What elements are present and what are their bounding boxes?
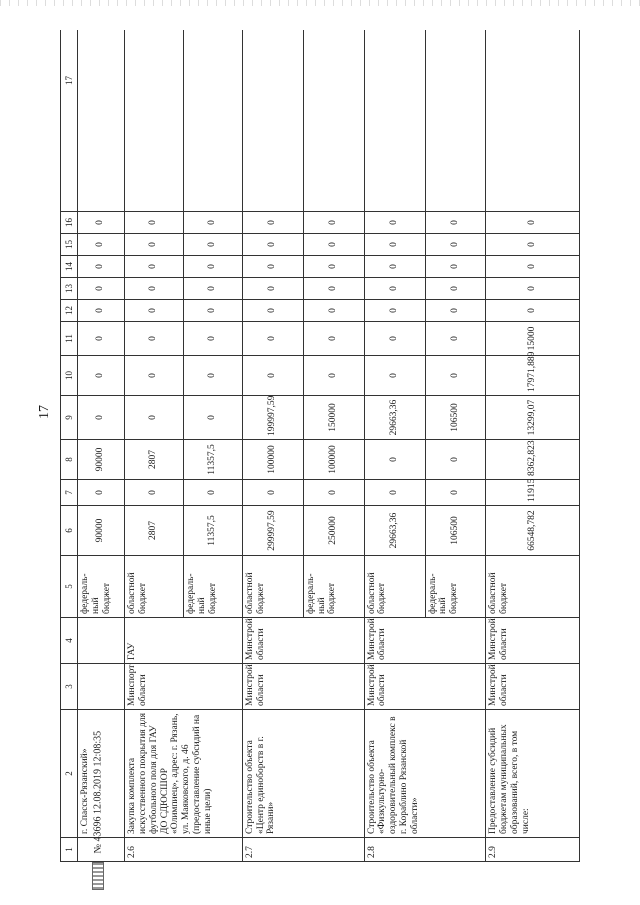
cell-value: 0 (364, 480, 425, 506)
col-header: 1 (61, 838, 78, 862)
cell-value: 0 (303, 278, 364, 300)
cell-value: 0 (242, 256, 303, 278)
cell-value: 2807 (124, 440, 183, 480)
cell-value: 0 (78, 278, 125, 300)
cell-source: федераль- ный бюджет (303, 556, 364, 618)
cell-value: 8362,823 (486, 440, 580, 480)
cell-value: 0 (124, 234, 183, 256)
cell-value: 15000 (486, 322, 580, 356)
cell-value: 0 (303, 300, 364, 322)
cell-value: 0 (486, 212, 580, 234)
cell-value: 0 (124, 256, 183, 278)
cell-responsible: Минспорт области (124, 664, 242, 710)
cell-source: областной бюджет (486, 556, 580, 618)
cell-value: 90000 (78, 506, 125, 556)
cell-value: 0 (183, 396, 242, 440)
cell-value: 0 (425, 322, 486, 356)
cell-number: 2.8 (364, 838, 486, 862)
cell-value: 17971,889 (486, 356, 580, 396)
cell-value: 199997,59 (242, 396, 303, 440)
col-header: 17 (61, 30, 78, 212)
cell-value: 150000 (303, 396, 364, 440)
landscape-content (60, 30, 580, 862)
cell-executor: ГАУ (124, 618, 242, 664)
cell-value: 0 (364, 212, 425, 234)
cell-empty (242, 30, 303, 212)
col-header: 9 (61, 396, 78, 440)
table-row (486, 30, 580, 862)
cell-value: 0 (425, 300, 486, 322)
budget-table (60, 30, 580, 862)
cell-value: 0 (242, 212, 303, 234)
cell-responsible: Минстрой области (486, 664, 580, 710)
cell-value: 0 (78, 300, 125, 322)
cell-value: 0 (242, 322, 303, 356)
cell-value: 0 (425, 278, 486, 300)
cell-value: 0 (242, 278, 303, 300)
cell-value: 0 (486, 278, 580, 300)
cell-value: 0 (183, 234, 242, 256)
cell-empty (425, 30, 486, 212)
cell-value: 0 (425, 356, 486, 396)
cell-name: Строительство объекта «Физкультурно-оздоровительный комплекс в г. Кораблино Рязанской области» (364, 710, 486, 838)
col-header: 4 (61, 618, 78, 664)
cell-responsible: Минстрой области (242, 664, 364, 710)
cell-executor: Минстрой области (242, 618, 364, 664)
cell-number: 2.7 (242, 838, 364, 862)
cell-value: 11357,5 (183, 440, 242, 480)
cell-value: 0 (183, 256, 242, 278)
cell-value: 0 (183, 322, 242, 356)
cell-value: 0 (425, 256, 486, 278)
cell-value: 29663,36 (364, 506, 425, 556)
cell-value: 29663,36 (364, 396, 425, 440)
cell-empty (364, 30, 425, 212)
col-header: 15 (61, 234, 78, 256)
col-header: 11 (61, 322, 78, 356)
page-number: 17 (37, 405, 52, 419)
cell-value: 0 (78, 212, 125, 234)
cell-executor: Минстрой области (364, 618, 486, 664)
cell-value: 0 (364, 322, 425, 356)
cell-value: 299997,59 (242, 506, 303, 556)
cell-value: 0 (425, 440, 486, 480)
cell-value: 0 (124, 396, 183, 440)
table-row (364, 30, 425, 862)
cell-value: 100000 (303, 440, 364, 480)
cell-value: 0 (78, 356, 125, 396)
col-header: 7 (61, 480, 78, 506)
col-header: 10 (61, 356, 78, 396)
col-header: 8 (61, 440, 78, 480)
cell-value: 11915 (486, 480, 580, 506)
cell-empty (78, 30, 125, 212)
footer-registration-text: № 43696 12.08.2019 12:08:35 (92, 730, 104, 854)
cell-value: 0 (364, 278, 425, 300)
cell-value: 0 (303, 234, 364, 256)
col-header: 2 (61, 710, 78, 838)
cell-value: 0 (124, 300, 183, 322)
cell-value: 0 (242, 480, 303, 506)
cell-value: 0 (78, 480, 125, 506)
cell-source: областной бюджет (124, 556, 183, 618)
cell-source: областной бюджет (242, 556, 303, 618)
cell-value: 0 (486, 300, 580, 322)
cell-value: 0 (425, 234, 486, 256)
cell-value: 0 (242, 356, 303, 396)
cell-value: 11357,5 (183, 506, 242, 556)
cell-value: 0 (183, 356, 242, 396)
cell-value: 106500 (425, 396, 486, 440)
cell-source: федераль- ный бюджет (425, 556, 486, 618)
cell-value: 0 (486, 256, 580, 278)
cell-value: 100000 (242, 440, 303, 480)
table-row (242, 30, 303, 862)
document-footer (92, 731, 104, 890)
cell-value: 0 (364, 300, 425, 322)
cell-value: 0 (364, 256, 425, 278)
cell-name: Закупка комплекта искусственного покрытия для футбольного поля для ГАУ ДО СДЮСШОР «Олимпиец», адрес: г. Рязань, ул. Маяковского, д. 46 (предоставление субсидий на иные цели) (124, 710, 242, 838)
cell-value: 0 (364, 440, 425, 480)
cell-value: 0 (183, 480, 242, 506)
col-header: 5 (61, 556, 78, 618)
cell-empty (183, 30, 242, 212)
cell-empty (486, 30, 580, 212)
cell-value: 0 (425, 480, 486, 506)
cell-value: 0 (78, 256, 125, 278)
cell-value: 0 (124, 322, 183, 356)
cell-name: Строительство объекта «Центр единоборств в г. Рязани» (242, 710, 364, 838)
cell-value: 0 (183, 212, 242, 234)
cell-name: Предоставление субсидий бюджетам муниципальных образований, всего, в том числе: (486, 710, 580, 838)
cell-value: 0 (78, 396, 125, 440)
cell-responsible (78, 664, 125, 710)
cell-value: 0 (303, 480, 364, 506)
cell-value: 0 (124, 480, 183, 506)
cell-value: 0 (364, 356, 425, 396)
cell-value: 0 (486, 234, 580, 256)
cell-value: 0 (183, 300, 242, 322)
col-header: 16 (61, 212, 78, 234)
cell-value: 0 (242, 234, 303, 256)
cell-value: 0 (124, 278, 183, 300)
cell-source: федераль- ный бюджет (183, 556, 242, 618)
cell-name: г. Спасск-Рязанский» (78, 710, 125, 838)
cell-value: 0 (425, 212, 486, 234)
cell-value: 0 (78, 234, 125, 256)
cell-value: 106500 (425, 506, 486, 556)
scan-marks (0, 0, 640, 6)
cell-executor (78, 618, 125, 664)
header-row (61, 30, 78, 862)
cell-value: 66548,782 (486, 506, 580, 556)
cell-value: 0 (183, 278, 242, 300)
table-row (124, 30, 183, 862)
cell-value: 90000 (78, 440, 125, 480)
cell-source: федераль- ный бюджет (78, 556, 125, 618)
cell-value: 0 (303, 256, 364, 278)
cell-value: 0 (242, 300, 303, 322)
registration-stamp-icon (92, 862, 104, 890)
cell-value: 0 (124, 212, 183, 234)
col-header: 14 (61, 256, 78, 278)
cell-source: областной бюджет (364, 556, 425, 618)
rotated-table-region (60, 30, 580, 862)
cell-value: 0 (78, 322, 125, 356)
col-header: 6 (61, 506, 78, 556)
cell-number: 2.6 (124, 838, 242, 862)
cell-number: 2.9 (486, 838, 580, 862)
cell-value: 0 (364, 234, 425, 256)
col-header: 13 (61, 278, 78, 300)
cell-value: 2807 (124, 506, 183, 556)
cell-value: 0 (303, 322, 364, 356)
cell-value: 13299,07 (486, 396, 580, 440)
cell-value: 0 (303, 356, 364, 396)
cell-executor: Минстрой области (486, 618, 580, 664)
col-header: 12 (61, 300, 78, 322)
cell-value: 0 (124, 356, 183, 396)
cell-responsible: Минстрой области (364, 664, 486, 710)
cell-value: 0 (303, 212, 364, 234)
cell-value: 250000 (303, 506, 364, 556)
cell-empty (124, 30, 183, 212)
cell-empty (303, 30, 364, 212)
col-header: 3 (61, 664, 78, 710)
